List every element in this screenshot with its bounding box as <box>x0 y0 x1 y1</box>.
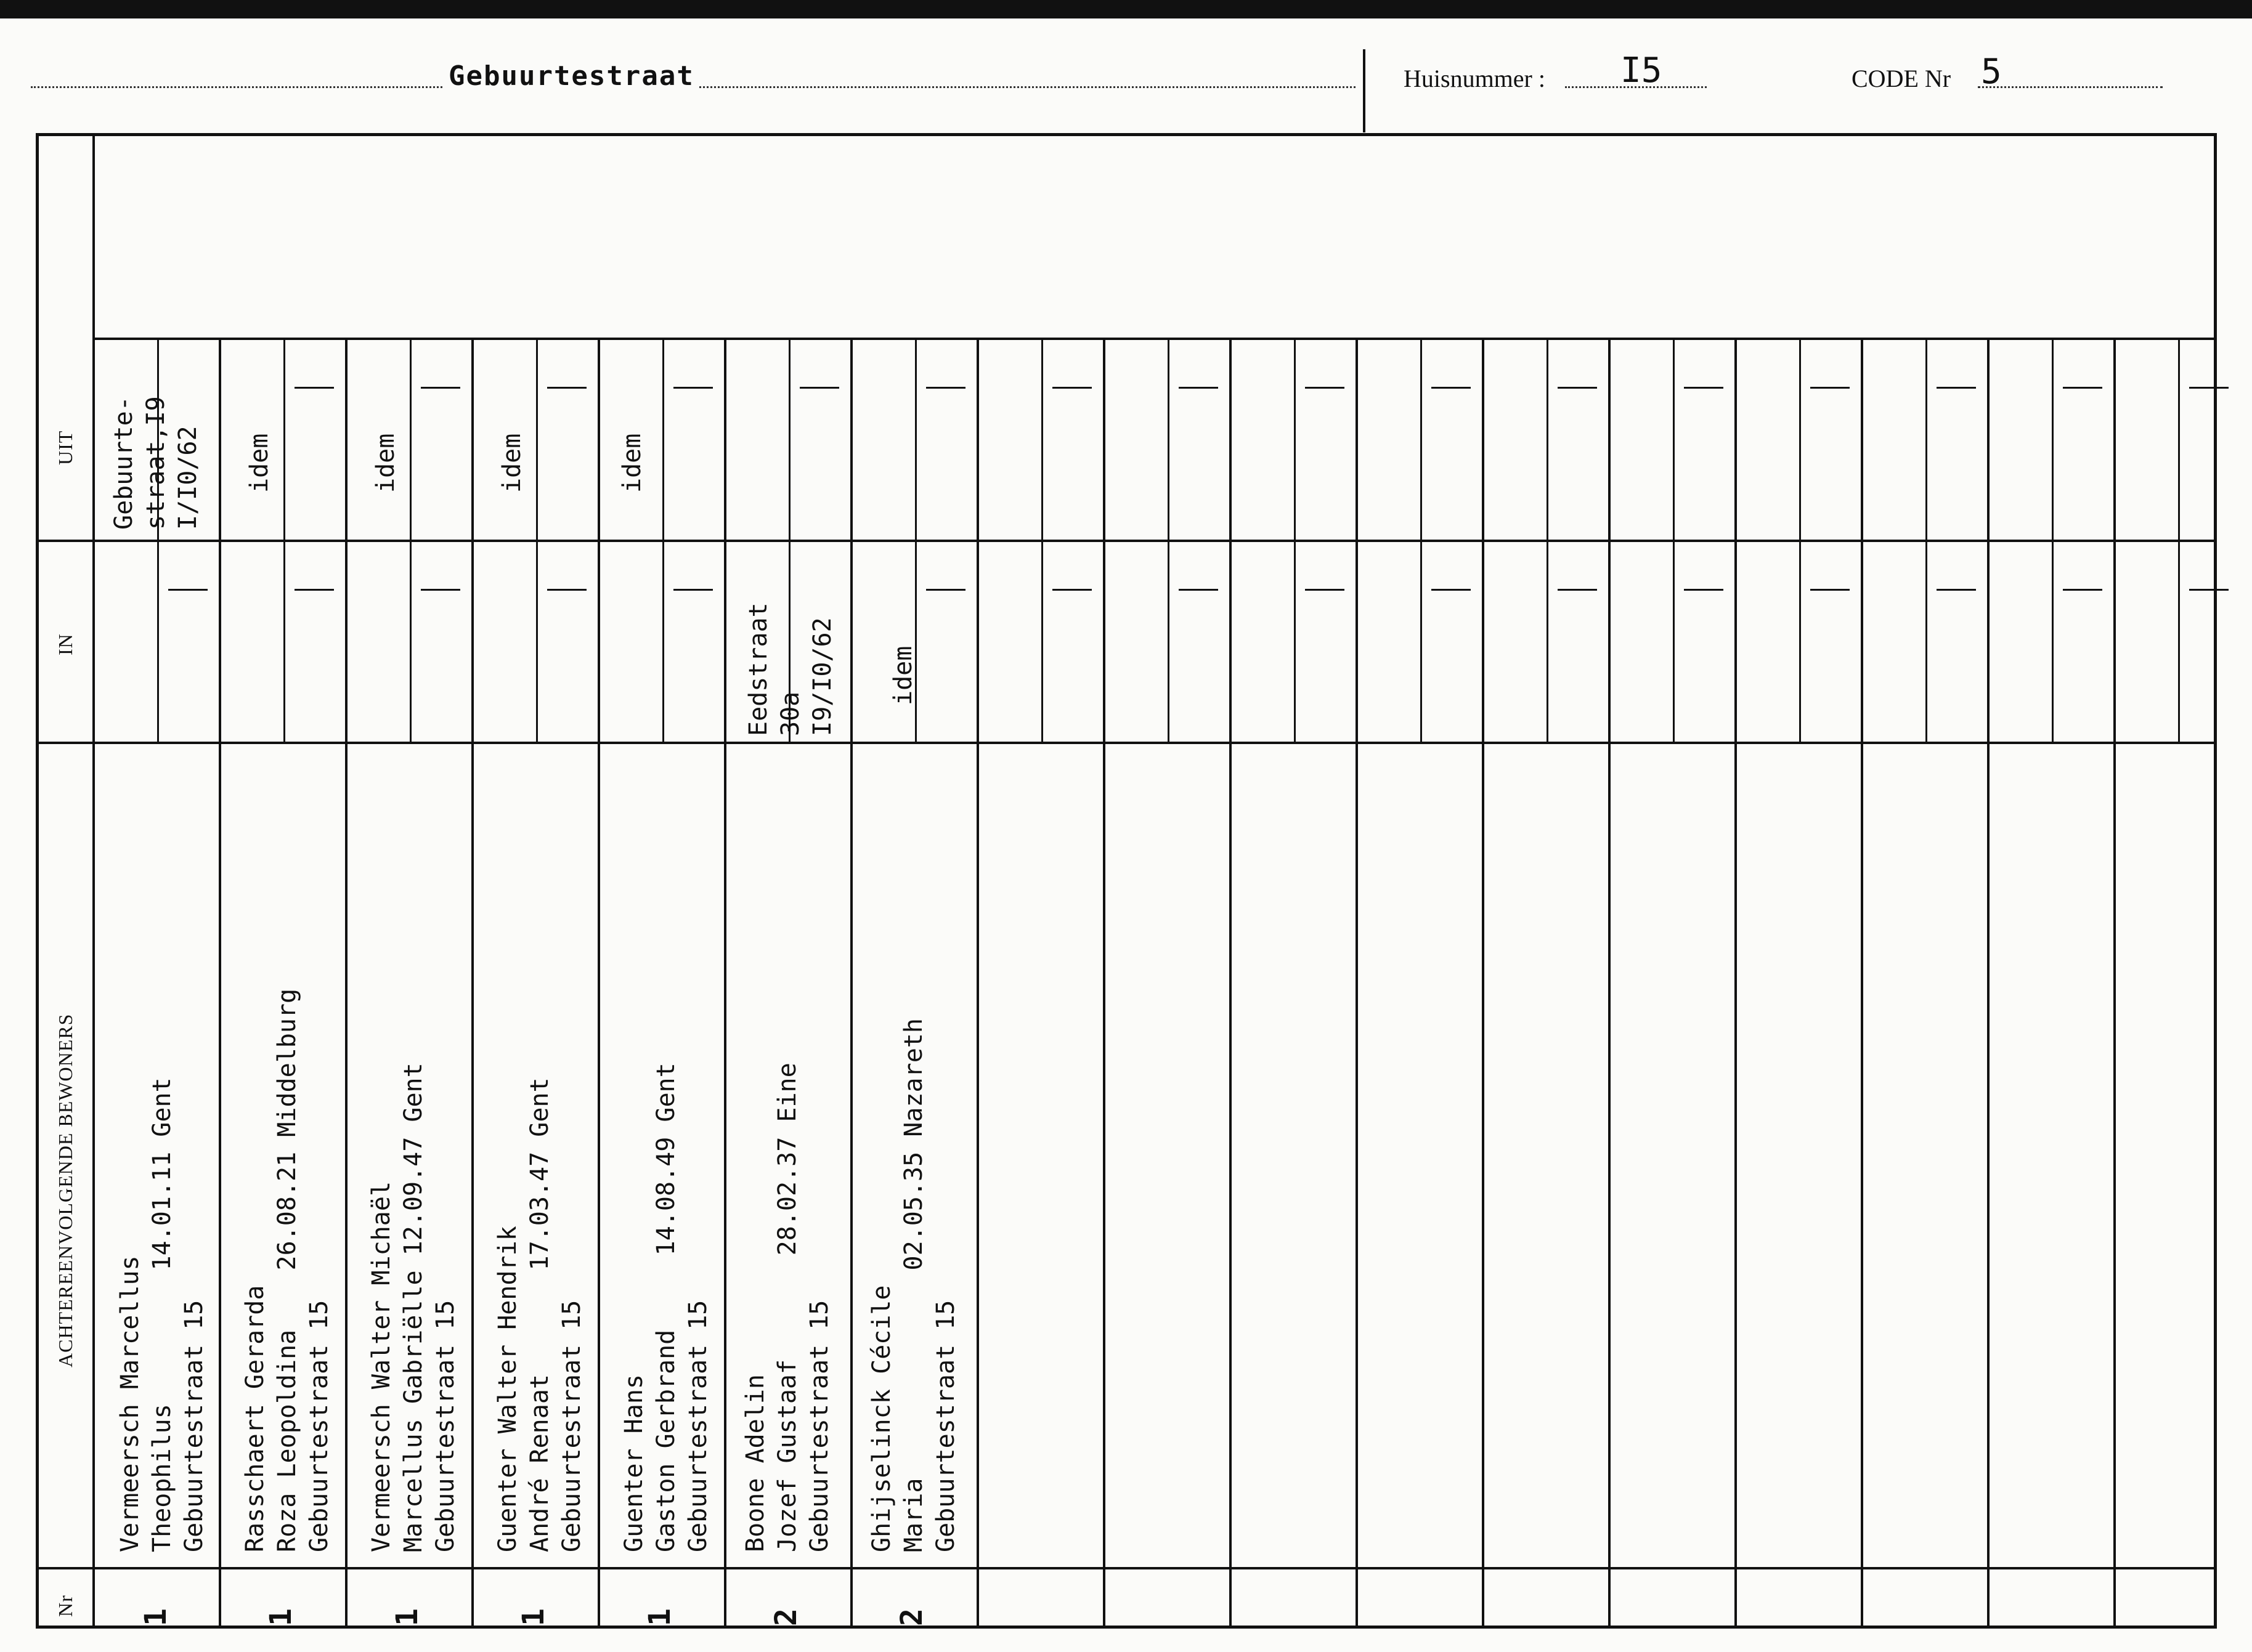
sub-column-line <box>1547 540 1548 742</box>
sub-column-line <box>2178 540 2180 742</box>
empty-dash <box>1305 387 1344 389</box>
entry-5-out: idem <box>618 433 646 493</box>
column-line <box>1356 338 1358 1629</box>
empty-dash <box>421 387 460 389</box>
sub-column-line <box>283 540 285 742</box>
column-line <box>598 338 600 1629</box>
nr-top-line <box>36 1567 2217 1569</box>
sub-column-line <box>2178 338 2180 540</box>
empty-dash <box>1052 387 1092 389</box>
entry-4-out: idem <box>498 433 526 493</box>
column-line <box>1482 338 1484 1629</box>
in-label: IN <box>54 633 76 655</box>
empty-dash <box>295 387 334 389</box>
sub-column-line <box>410 540 412 742</box>
empty-dash <box>673 387 713 389</box>
uit-label: UIT <box>54 430 76 465</box>
entry-2-name: Rasschaert Gerarda Roza Leopoldina 26.08.21 Middelburg Gebuurtestraat 15 <box>241 988 333 1552</box>
entry-7-nr: 2 <box>895 1608 929 1626</box>
column-line <box>219 338 221 1629</box>
empty-dash <box>295 589 334 591</box>
entry-1-nr: 1 <box>139 1608 173 1626</box>
empty-dash <box>1305 589 1344 591</box>
entry-7-name: Ghijselinck Cécile Maria 02.05.35 Nazareth Gebuurtestraat 15 <box>868 1018 960 1552</box>
entry-5-name: Guenter Hans Gaston Gerbrand 14.08.49 Gent Gebuurtestraat 15 <box>620 1063 712 1552</box>
empty-dash <box>1937 387 1976 389</box>
empty-dash <box>926 387 965 389</box>
empty-dash <box>1937 589 1976 591</box>
empty-dash <box>2063 589 2102 591</box>
sub-column-line <box>157 540 159 742</box>
column-line <box>724 338 726 1629</box>
empty-dash <box>1179 387 1218 389</box>
sub-column-line <box>536 540 538 742</box>
sub-column-line <box>1294 540 1296 742</box>
empty-dash <box>1684 589 1723 591</box>
empty-dash <box>2063 387 2102 389</box>
entry-2-nr: 1 <box>264 1608 298 1626</box>
entry-7-in: idem <box>889 646 917 705</box>
column-line <box>1987 338 1990 1629</box>
column-line <box>471 338 474 1629</box>
sub-column-line <box>1673 338 1675 540</box>
code-label: CODE Nr <box>1852 65 1951 92</box>
label-column-separator <box>92 133 95 1629</box>
register-table <box>36 133 2217 1629</box>
house-number-value: I5 <box>1620 51 1662 91</box>
sub-column-line <box>1925 540 1927 742</box>
house-number-label: Huisnummer : <box>1404 65 1545 92</box>
empty-dash <box>926 589 965 591</box>
empty-dash <box>1558 589 1597 591</box>
empty-dash <box>547 589 587 591</box>
entry-6-name: Boone Adelin Jozef Gustaaf 28.02.37 Eine Gebuurtestraat 15 <box>741 1063 834 1552</box>
entry-1-name: Vermeersch Marcellus Theophilus 14.01.11 Gent Gebuurtestraat 15 <box>116 1077 208 1552</box>
empty-dash <box>1431 387 1471 389</box>
nr-label: Nr <box>54 1595 76 1617</box>
empty-dash <box>1431 589 1471 591</box>
sub-column-line <box>1420 540 1422 742</box>
entry-6-nr: 2 <box>769 1608 803 1626</box>
sub-column-line <box>1673 540 1675 742</box>
empty-dash <box>2189 387 2229 389</box>
sub-column-line <box>915 338 917 540</box>
residents-top-line <box>36 742 2217 744</box>
sub-column-line <box>2052 338 2054 540</box>
empty-dash <box>1684 387 1723 389</box>
empty-dash <box>800 387 839 389</box>
header-divider <box>1363 49 1365 132</box>
column-line <box>2113 338 2116 1629</box>
page-top-edge <box>0 0 2252 18</box>
entry-4-name: Guenter Walter Hendrik André Renaat 17.03.47 Gent Gebuurtestraat 15 <box>494 1077 586 1552</box>
sub-column-line <box>1547 338 1548 540</box>
entry-6-in: Eedstraat 30a I9/I0/62 <box>744 602 837 736</box>
empty-dash <box>673 589 713 591</box>
sub-column-line <box>1925 338 1927 540</box>
sub-column-line <box>1041 338 1043 540</box>
entry-3-out: idem <box>372 433 400 493</box>
entry-3-name: Vermeersch Walter Michaël Marcellus Gabriëlle 12.09.47 Gent Gebuurtestraat 15 <box>367 1063 460 1552</box>
sub-column-line <box>1420 338 1422 540</box>
code-number-value: 5 <box>1981 52 2002 92</box>
sub-column-line <box>1168 540 1169 742</box>
column-line <box>1734 338 1737 1629</box>
sub-column-line <box>662 540 664 742</box>
column-line <box>1103 338 1105 1629</box>
empty-dash <box>421 589 460 591</box>
sub-column-line <box>915 540 917 742</box>
empty-dash <box>1810 387 1850 389</box>
column-line <box>850 338 853 1629</box>
empty-dash <box>1179 589 1218 591</box>
empty-dash <box>1052 589 1092 591</box>
street-name: Gebuurtestraat <box>444 60 699 92</box>
column-line <box>1608 338 1611 1629</box>
sub-column-line <box>1799 338 1801 540</box>
sub-column-line <box>1294 338 1296 540</box>
sub-column-line <box>536 338 538 540</box>
column-line <box>1229 338 1232 1629</box>
sub-column-line <box>1168 338 1169 540</box>
entry-5-nr: 1 <box>643 1608 677 1626</box>
empty-dash <box>1558 387 1597 389</box>
entry-1-out: Gebuurte- straat,I9 I/I0/62 <box>110 396 202 530</box>
sub-column-line <box>283 338 285 540</box>
sub-column-line <box>2052 540 2054 742</box>
empty-dash <box>1810 589 1850 591</box>
sub-column-line <box>410 338 412 540</box>
column-line <box>1861 338 1863 1629</box>
column-line <box>977 338 979 1629</box>
empty-dash <box>168 589 208 591</box>
code-dotted-line <box>1978 86 2163 88</box>
entry-2-out: idem <box>245 433 274 493</box>
in-top-line <box>36 540 2217 542</box>
column-line <box>345 338 348 1629</box>
sub-column-line <box>1041 540 1043 742</box>
sub-column-line <box>1799 540 1801 742</box>
empty-dash <box>547 387 587 389</box>
entry-3-nr: 1 <box>390 1608 425 1626</box>
entry-4-nr: 1 <box>516 1608 551 1626</box>
residents-label: ACHTEREENVOLGENDE BEWONERS <box>54 1013 76 1367</box>
sub-column-line <box>789 338 791 540</box>
empty-dash <box>2189 589 2229 591</box>
sub-column-line <box>662 338 664 540</box>
